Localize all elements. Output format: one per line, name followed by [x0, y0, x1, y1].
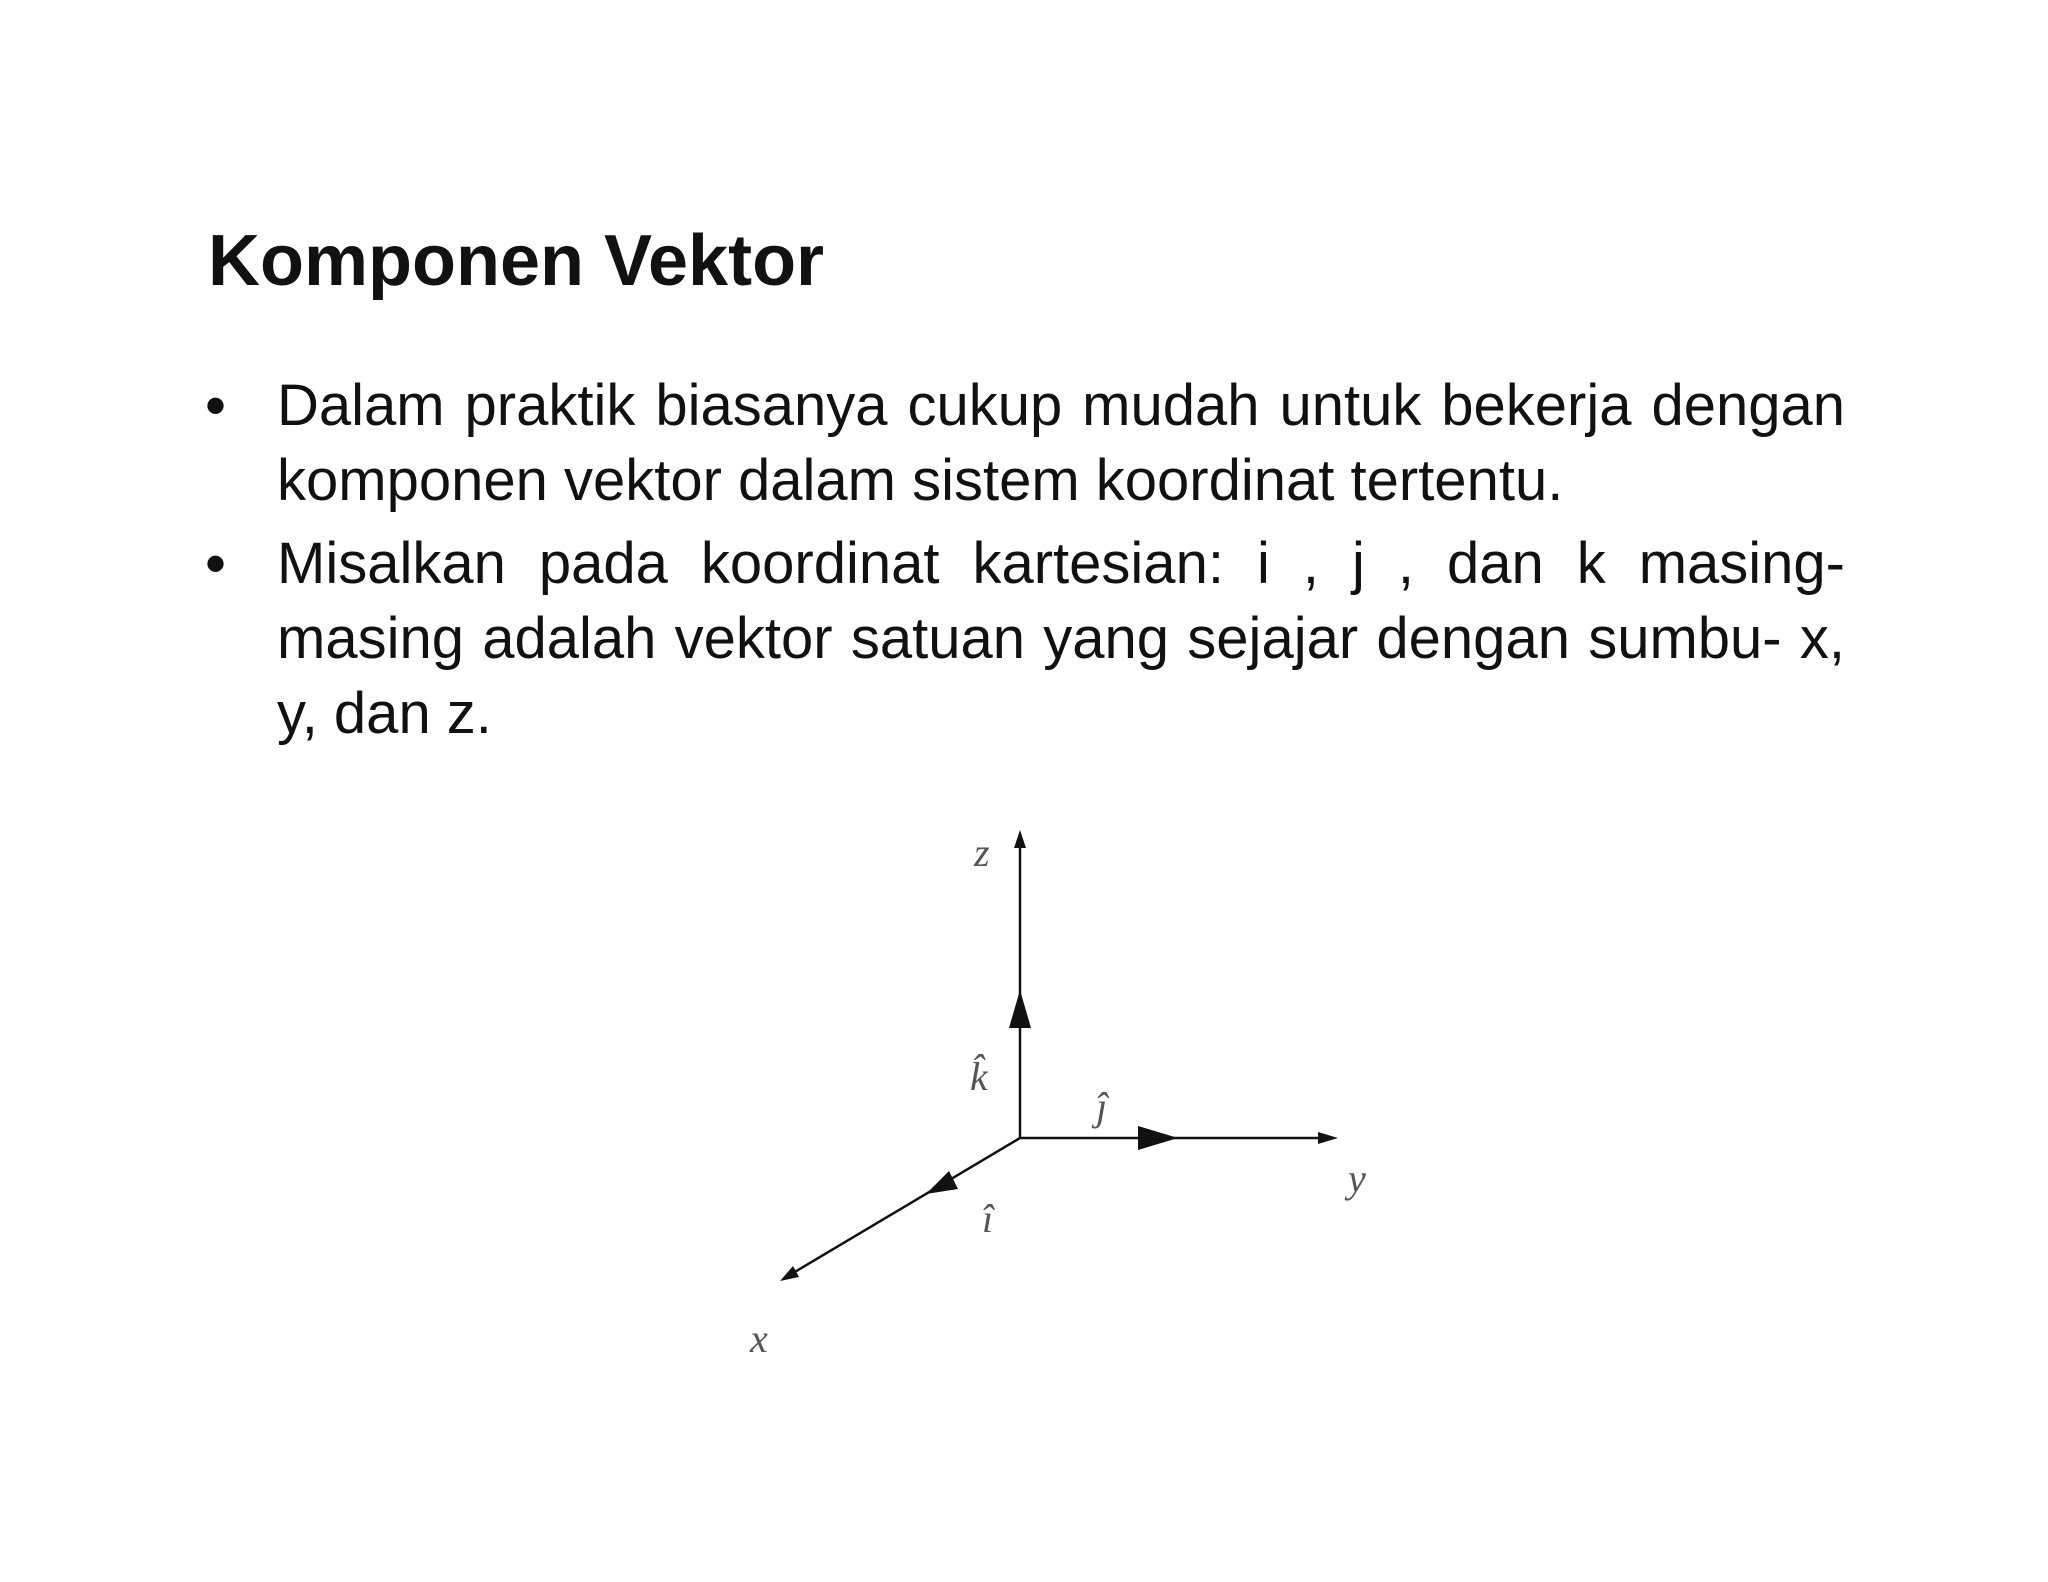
x-axis-arrowhead [780, 1266, 799, 1281]
z-axis-arrowhead [1014, 830, 1026, 848]
coordinate-axes-svg [720, 820, 1380, 1380]
bullet-marker: • [205, 372, 227, 439]
i-unit-vector-arrowhead [926, 1171, 958, 1194]
j-unit-vector-arrowhead [1138, 1126, 1178, 1150]
y-axis-label: y [1348, 1156, 1366, 1201]
coordinate-axes-diagram [720, 820, 1380, 1380]
k-unit-vector-arrowhead [1009, 990, 1031, 1028]
bullet-item [205, 368, 1845, 518]
bullet-item [205, 526, 1845, 751]
bullet-marker: • [205, 530, 227, 597]
j-unit-vector-label: ĵ [1096, 1084, 1108, 1129]
k-unit-vector-label: k̂ [970, 1054, 988, 1099]
bullet-text: Dalam praktik biasanya cukup mudah untuk bekerja dengan komponen vektor dalam sistem koordinat tertentu. [277, 373, 1845, 513]
slide-title: Komponen Vektor [208, 221, 825, 301]
i-unit-vector-label: î [982, 1196, 994, 1241]
z-axis-label: z [974, 830, 990, 875]
x-axis-label: x [750, 1316, 768, 1361]
bullet-text: Misalkan pada koordinat kartesian: i , j , dan k masing-masing adalah vektor satuan yang sejajar dengan sumbu- x, y, dan z. [277, 531, 1845, 746]
bullet-list [205, 368, 1845, 759]
y-axis-arrowhead [1318, 1132, 1338, 1144]
